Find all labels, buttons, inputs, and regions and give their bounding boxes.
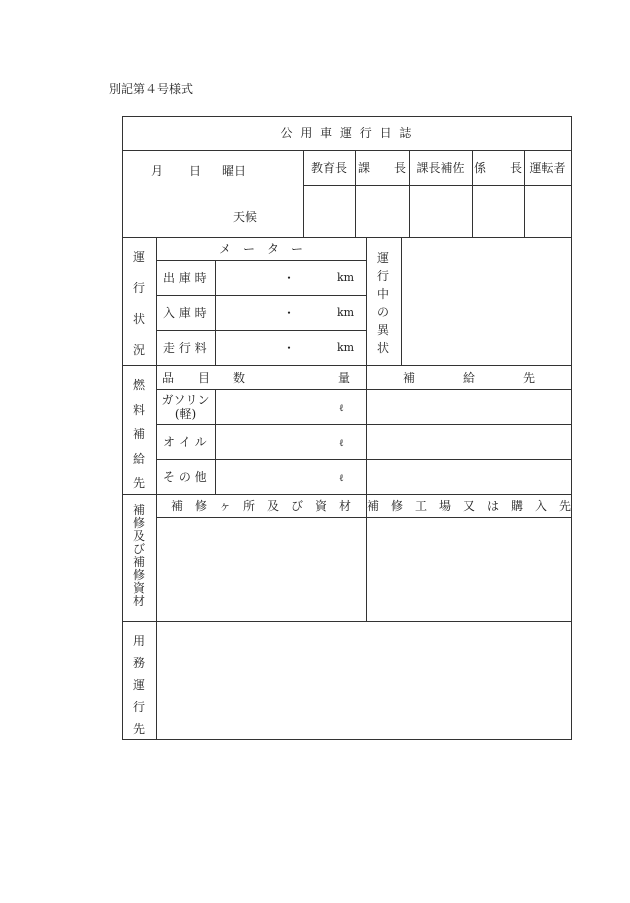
repair-shop-header: 補 修 工 場 又 は 購 入 先 xyxy=(367,499,572,513)
month-label: 月 xyxy=(151,164,164,178)
meter-header: メ ー タ ー xyxy=(218,242,303,256)
fuel-row-gasoline-label: ガソリン xyxy=(161,393,210,407)
meter-row-distance-label: 走 行 料 xyxy=(163,341,207,355)
fuel-row-oil-unit: ℓ xyxy=(339,438,344,449)
fuel-supplier-header: 補 給 先 xyxy=(402,371,535,385)
operation-status-label: 運 行 状 況 xyxy=(132,250,145,357)
meter-row-distance-unit: km xyxy=(337,341,355,354)
approver-driver: 運転者 xyxy=(529,161,566,175)
meter-row-distance-dot: ・ xyxy=(283,341,296,355)
anomaly-field[interactable] xyxy=(402,238,571,365)
anomaly-label: 運 行 中 の 異 状 xyxy=(376,251,389,355)
weather-label: 天候 xyxy=(233,210,258,224)
form-number: 別記第４号様式 xyxy=(109,82,194,96)
meter-row-departure-dot: ・ xyxy=(283,271,296,285)
meter-row-return-label: 入 庫 時 xyxy=(163,306,207,320)
meter-row-departure-label: 出 庫 時 xyxy=(163,271,207,285)
fuel-qty-header: 数 xyxy=(233,371,246,385)
approver-superintendent: 教育長 xyxy=(310,161,347,175)
destination-label: 用 務 運 行 先 xyxy=(132,634,145,736)
repair-parts-header: 補 修 ヶ 所 及 び 資 材 xyxy=(170,499,351,513)
day-label: 日 xyxy=(189,164,202,178)
seal-box-superintendent[interactable] xyxy=(303,186,355,237)
meter-row-return-dot: ・ xyxy=(283,306,296,320)
fuel-supply-label: 燃 料 補 給 先 xyxy=(132,378,145,490)
seal-box-deputy-chief[interactable] xyxy=(410,186,472,237)
fuel-row-gasoline-unit: ℓ xyxy=(339,403,344,414)
approver-subsection-chief: 係 長 xyxy=(473,161,522,175)
weekday-label: 曜日 xyxy=(222,164,247,178)
fuel-item-header: 品 目 xyxy=(162,371,211,385)
approver-deputy-chief: 課長補佐 xyxy=(416,161,465,175)
fuel-row-oil-label: オ イ ル xyxy=(163,435,207,449)
fuel-row-gasoline-sub: (軽) xyxy=(174,407,197,421)
repair-shop-field[interactable] xyxy=(367,518,571,621)
meter-row-return-unit: km xyxy=(337,306,355,319)
seal-box-driver[interactable] xyxy=(525,186,571,237)
seal-box-subsection-chief[interactable] xyxy=(473,186,524,237)
destination-field[interactable] xyxy=(157,622,571,739)
seal-box-section-chief[interactable] xyxy=(356,186,409,237)
repair-label: 補 修 及 び 補 修 資 材 xyxy=(132,503,145,608)
fuel-row-other-label: そ の 他 xyxy=(163,470,207,484)
meter-row-departure-unit: km xyxy=(337,271,355,284)
form-title: 公 用 車 運 行 日 誌 xyxy=(280,126,414,140)
fuel-row-other-unit: ℓ xyxy=(339,473,344,484)
fuel-qty-unit-header: 量 xyxy=(338,371,351,385)
repair-parts-field[interactable] xyxy=(157,518,366,621)
approver-section-chief: 課 長 xyxy=(357,161,406,175)
